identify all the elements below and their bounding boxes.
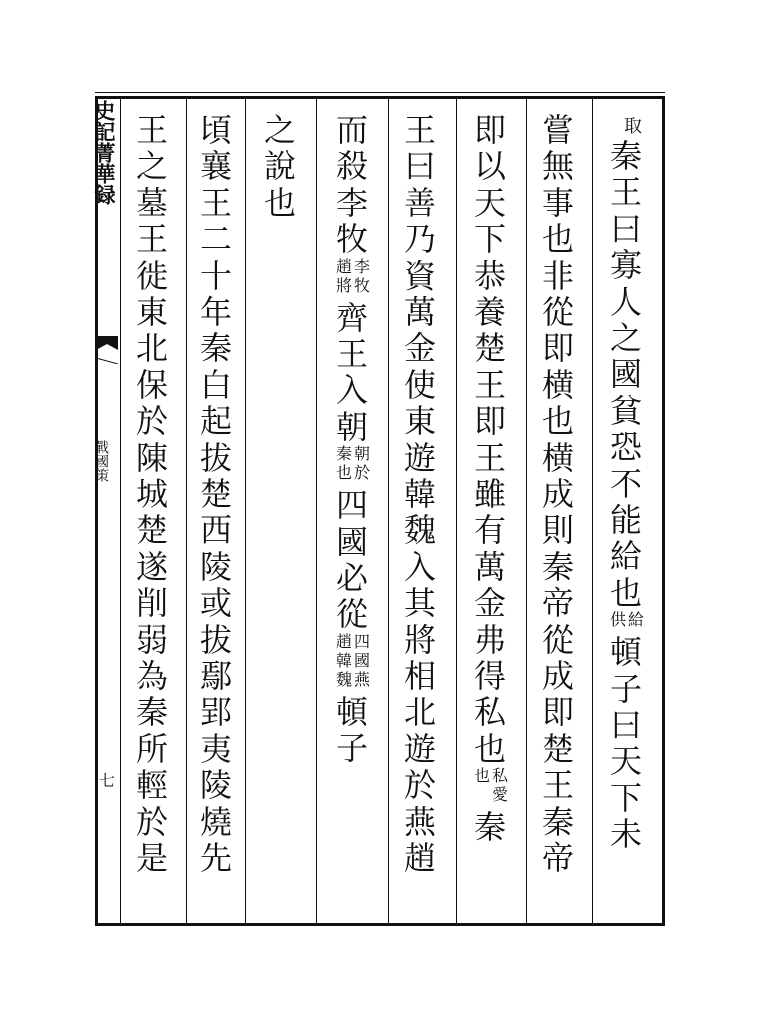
body-char: 之 [135,147,168,186]
body-char: 從 [335,595,368,634]
body-char: 子 [609,669,642,708]
body-char: 襄 [199,147,232,186]
body-char: 也 [263,183,296,222]
body-char: 輕 [135,766,168,805]
body-char: 先 [199,839,232,877]
body-char: 也 [541,402,574,441]
body-char: 楚 [473,329,506,368]
body-char: 燒 [199,802,232,841]
top-note: 取 [624,116,642,137]
body-char: 曰 [609,706,642,744]
annotation-char: 於 [353,463,370,483]
annotation-char: 牧 [353,275,370,295]
body-char: 乃 [403,220,436,259]
body-char: 恭 [473,256,506,295]
body-char: 曰 [609,209,642,248]
body-char: 金 [473,584,506,623]
body-char: 成 [541,657,574,695]
body-char: 入 [335,371,368,410]
annotation-char: 將 [335,275,352,295]
body-char: 得 [473,657,506,695]
body-char: 曰 [403,147,436,186]
body-char: 帝 [541,584,574,623]
body-char: 善 [403,183,436,222]
body-char: 王 [199,183,232,222]
body-char: 朝 [335,407,368,446]
body-char: 徙 [135,256,168,295]
body-char: 天 [473,183,506,222]
body-char: 弱 [135,620,168,659]
column-rule [245,96,246,926]
annotation-char: 李 [353,256,370,276]
annotation-char: 魏 [335,669,352,689]
body-char: 王 [403,111,436,149]
body-char: 非 [541,256,574,295]
column-rule [186,96,187,926]
body-char: 秦 [541,802,574,841]
body-char: 起 [199,402,232,441]
body-char: 王 [135,220,168,259]
body-char: 無 [541,147,574,186]
annotation-char: 給 [627,610,644,630]
annotation-char: 朝 [353,444,370,464]
body-char: 秦 [135,693,168,732]
body-char: 給 [609,537,642,576]
body-char: 下 [609,778,642,817]
body-char: 恐 [609,428,642,467]
column-rule [592,96,593,926]
body-char: 秦 [199,329,232,368]
body-char: 王 [135,111,168,149]
body-char: 横 [541,365,574,404]
body-char: 遂 [135,547,168,586]
annotation-char: 也 [473,766,490,786]
body-char: 頓 [609,633,642,672]
body-char: 殺 [335,147,368,186]
body-char: 也 [541,220,574,259]
body-char: 燕 [403,802,436,841]
body-char: 說 [263,147,296,186]
body-char: 年 [199,293,232,331]
body-char: 於 [135,802,168,841]
body-char: 北 [135,329,168,368]
body-char: 韓 [403,475,436,513]
body-char: 北 [403,693,436,732]
body-char: 楚 [199,475,232,513]
section-title: 戰國策 [93,440,109,482]
body-char: 未 [609,815,642,854]
body-char: 王 [473,365,506,404]
column-rule [388,96,389,926]
body-char: 王 [335,335,368,373]
body-char: 帝 [541,839,574,877]
body-char: 即 [473,402,506,441]
body-char: 嘗 [541,111,574,149]
body-char: 於 [135,402,168,441]
annotation-char: 燕 [353,669,370,689]
body-char: 王 [473,438,506,477]
body-char: 有 [473,511,506,550]
page-number: 七 [98,771,115,790]
column-rule [456,96,457,926]
body-char: 人 [609,282,642,321]
body-char: 削 [135,584,168,623]
annotation-char: 秦 [335,444,352,464]
body-char: 之 [609,319,642,357]
body-char: 墓 [135,183,168,222]
body-char: 為 [135,657,168,695]
body-char: 國 [609,355,642,394]
annotation-char: 供 [609,610,626,630]
body-char: 即 [473,111,506,149]
fish-tail-mark-icon [96,336,118,364]
body-char: 王 [609,173,642,212]
body-char: 事 [541,183,574,222]
body-char: 於 [403,766,436,805]
body-char: 趙 [403,839,436,877]
body-char: 貧 [609,391,642,430]
body-char: 也 [609,573,642,612]
body-char: 横 [541,438,574,477]
body-char: 萬 [473,547,506,586]
body-char: 之 [263,111,296,149]
body-char: 鄢 [199,657,232,695]
body-char: 拔 [199,438,232,477]
body-char: 國 [335,522,368,561]
body-char: 四 [335,486,368,525]
top-border-line [95,92,665,93]
body-char: 萬 [403,293,436,331]
column-rule [526,96,527,926]
body-char: 楚 [135,511,168,550]
body-char: 天 [609,742,642,781]
body-char: 魏 [403,511,436,550]
body-char: 寡 [609,246,642,285]
body-char: 郢 [199,693,232,732]
annotation-char: 四 [353,631,370,651]
body-char: 東 [403,402,436,441]
body-char: 陵 [199,766,232,805]
body-char: 子 [335,729,368,768]
body-char: 陵 [199,547,232,586]
body-char: 陳 [135,438,168,477]
body-char: 其 [403,584,436,623]
body-char: 楚 [541,729,574,768]
body-char: 遊 [403,438,436,477]
column-rule [316,96,317,926]
body-char: 使 [403,365,436,404]
body-char: 養 [473,293,506,331]
body-char: 資 [403,256,436,295]
body-char: 即 [541,329,574,368]
body-char: 頃 [199,111,232,149]
annotation-char: 國 [353,650,370,670]
body-char: 不 [609,464,642,503]
body-char: 城 [135,475,168,513]
annotation-char: 趙 [335,631,352,651]
body-char: 下 [473,220,506,259]
body-char: 所 [135,729,168,768]
body-char: 拔 [199,620,232,659]
body-char: 則 [541,511,574,550]
body-char: 東 [135,293,168,331]
body-char: 十 [199,256,232,295]
body-char: 從 [541,293,574,331]
body-char: 私 [473,693,506,732]
body-char: 必 [335,559,368,597]
body-char: 雖 [473,475,506,513]
annotation-char: 私 [491,766,508,786]
body-char: 以 [473,147,506,186]
body-char: 是 [135,839,168,877]
annotation-char: 趙 [335,256,352,276]
book-title: 史記菁華録 [92,100,117,205]
body-char: 西 [199,511,232,550]
body-char: 秦 [473,808,506,847]
body-char: 將 [403,620,436,659]
body-char: 白 [199,365,232,404]
body-char: 能 [609,501,642,539]
body-char: 李 [335,183,368,222]
body-char: 王 [541,766,574,805]
body-char: 秦 [609,137,642,175]
body-char: 二 [199,220,232,259]
body-char: 從 [541,620,574,659]
body-char: 而 [335,111,368,149]
body-char: 相 [403,657,436,695]
body-char: 齊 [335,298,368,337]
body-char: 也 [473,729,506,768]
body-char: 金 [403,329,436,368]
body-char: 保 [135,365,168,404]
body-char: 牧 [335,220,368,259]
body-char: 遊 [403,729,436,768]
body-char: 入 [403,547,436,586]
body-char: 秦 [541,547,574,586]
body-char: 夷 [199,729,232,768]
annotation-char: 也 [335,463,352,483]
body-char: 頓 [335,692,368,731]
annotation-char: 韓 [335,650,352,670]
body-char: 或 [199,584,232,623]
column-rule [120,96,121,926]
page-frame [92,96,665,926]
body-char: 弗 [473,620,506,659]
body-char: 成 [541,475,574,513]
annotation-char: 愛 [491,785,508,805]
body-char: 即 [541,693,574,732]
